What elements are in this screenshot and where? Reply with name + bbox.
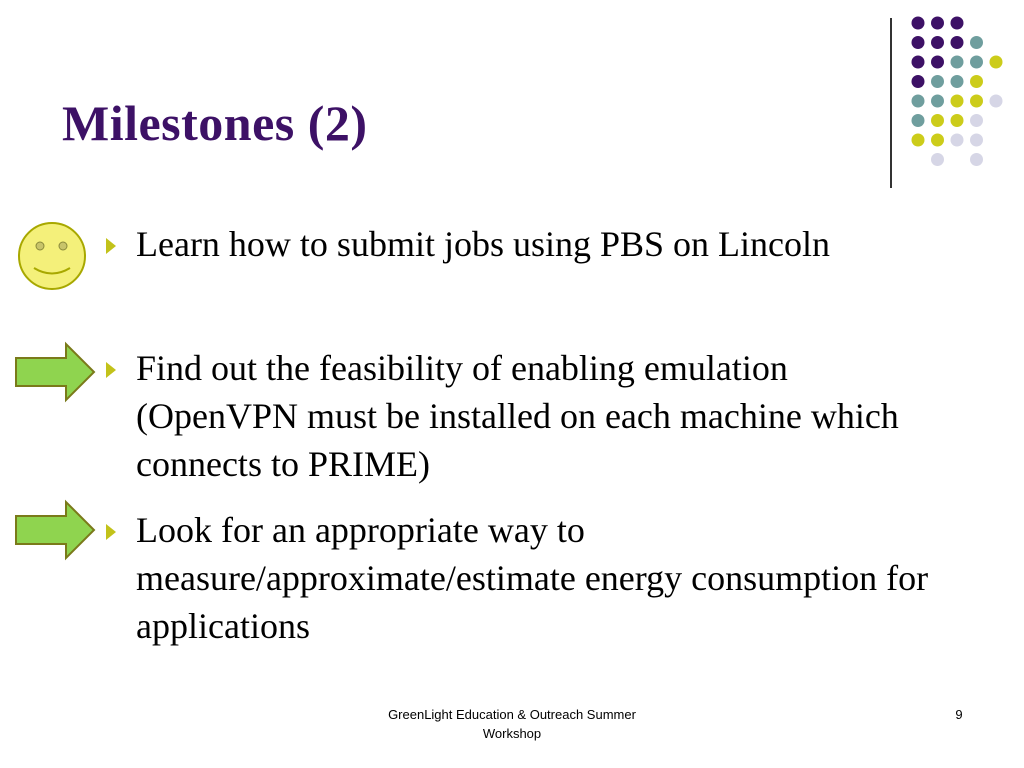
title-divider-line <box>890 18 892 188</box>
decorative-dot <box>951 114 964 127</box>
bullet-text: Look for an appropriate way to measure/approximate/estimate energy consumption for applications <box>136 510 929 646</box>
decorative-dot <box>912 75 925 88</box>
decorative-dot <box>970 75 983 88</box>
decorative-dot <box>931 134 944 147</box>
decorative-dot <box>970 153 983 166</box>
decorative-dot <box>951 56 964 69</box>
decorative-dot <box>931 17 944 30</box>
decorative-dot <box>970 134 983 147</box>
decorative-dot <box>912 56 925 69</box>
bullet-text: Find out the feasibility of enabling emulation (OpenVPN must be installed on each machine which connects to PRIME) <box>136 348 899 484</box>
bullet-triangle-icon <box>104 523 118 541</box>
decorative-dot <box>931 75 944 88</box>
decorative-dot <box>912 95 925 108</box>
decorative-dot <box>970 95 983 108</box>
bullet-triangle-icon <box>104 237 118 255</box>
green-arrow-icon <box>14 498 96 562</box>
decorative-dot <box>912 17 925 30</box>
decorative-dot <box>970 36 983 49</box>
decorative-dot <box>970 56 983 69</box>
decorative-dot <box>951 36 964 49</box>
decorative-dot <box>951 95 964 108</box>
decorative-dot <box>970 114 983 127</box>
decorative-dot <box>931 95 944 108</box>
decorative-dot <box>912 114 925 127</box>
bullet-text: Learn how to submit jobs using PBS on Lincoln <box>136 224 831 264</box>
page-number: 9 <box>955 707 963 722</box>
decorative-dot <box>951 134 964 147</box>
bullet-triangle-icon <box>104 361 118 379</box>
smiley-face-icon <box>16 221 88 291</box>
decorative-dot <box>990 95 1003 108</box>
decorative-dot <box>951 17 964 30</box>
decorative-dot <box>912 134 925 147</box>
decorative-dot <box>951 75 964 88</box>
decorative-dot <box>912 36 925 49</box>
decorative-dot <box>990 56 1003 69</box>
decorative-dot <box>931 114 944 127</box>
decorative-dot <box>931 36 944 49</box>
decorative-dot <box>931 153 944 166</box>
green-arrow-icon <box>14 340 96 404</box>
footer-text: GreenLight Education & Outreach Summer Workshop <box>388 707 636 741</box>
slide-title: Milestones (2) <box>62 95 368 151</box>
decorative-dot <box>931 56 944 69</box>
